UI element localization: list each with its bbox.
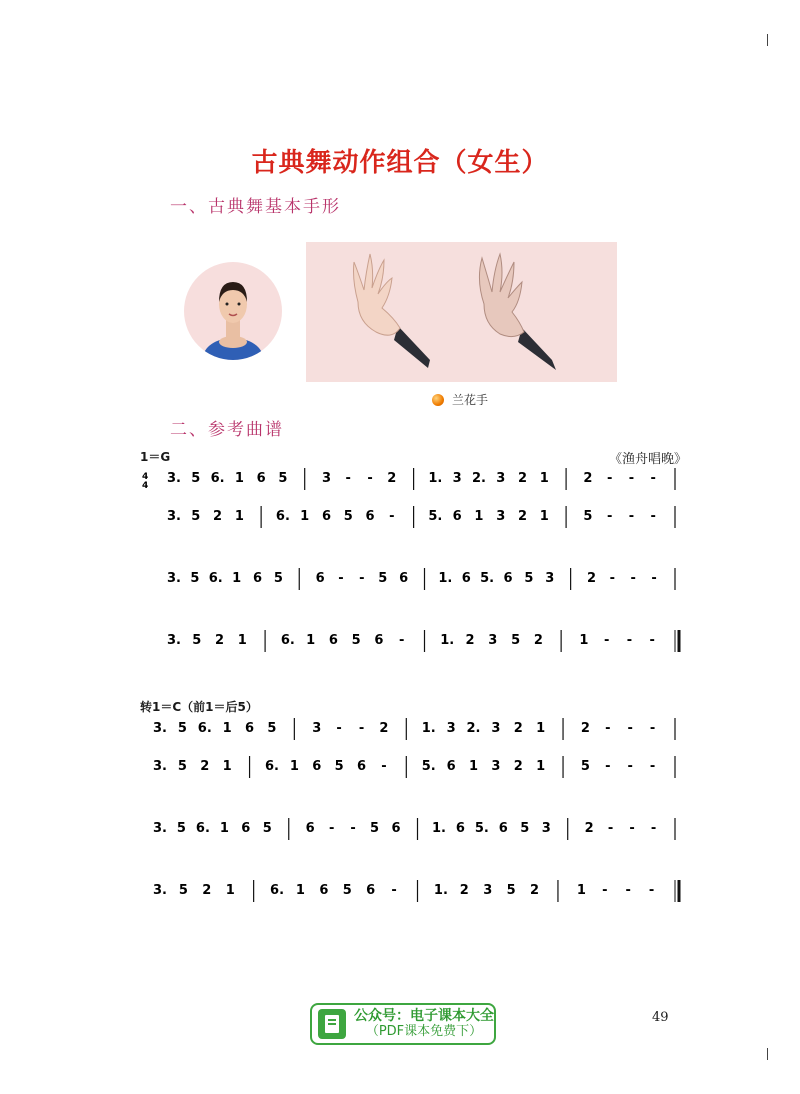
sustain-dash: - (350, 821, 356, 836)
sustain-dash: - (627, 721, 633, 736)
score-line (140, 718, 685, 756)
note: 2 (459, 883, 469, 898)
note: 6 (305, 821, 315, 836)
note: 6 (366, 883, 376, 898)
note: 5 (177, 759, 187, 774)
note: 6 (446, 759, 456, 774)
score-line (140, 630, 685, 692)
note: 1 (306, 633, 316, 648)
note: 5 (278, 471, 288, 486)
key-modulation: 转1＝C（前1＝后5） (140, 700, 258, 714)
note: 2 (517, 471, 528, 486)
sustain-dash: - (338, 571, 344, 586)
sustain-dash: - (605, 721, 611, 736)
note: 6 (252, 571, 263, 586)
note: 2. (471, 471, 486, 486)
sustain-dash: - (381, 759, 387, 774)
score-line (140, 818, 685, 880)
sustain-dash: - (651, 571, 657, 586)
note: 5 (191, 509, 201, 524)
note: 5. (421, 759, 436, 774)
note: 5 (192, 633, 202, 648)
sustain-dash: - (391, 883, 397, 898)
score-part-2 (140, 718, 685, 942)
note: 2 (517, 509, 528, 524)
note: 6 (328, 633, 338, 648)
score-line-svg (140, 568, 685, 598)
sustain-dash: - (389, 509, 395, 524)
sustain-dash: - (629, 821, 635, 836)
note: 3 (496, 509, 506, 524)
sustain-dash: - (650, 509, 656, 524)
sustain-dash: - (367, 471, 373, 486)
sustain-dash: - (602, 883, 608, 898)
page-title: 古典舞动作组合（女生） (251, 148, 549, 178)
note: 6 (312, 759, 322, 774)
sustain-dash: - (648, 883, 655, 898)
note: 3 (491, 721, 501, 736)
section-title-hand-shapes: 一、古典舞基本手形 (170, 197, 341, 217)
score-line-svg (140, 468, 685, 498)
note: 6 (399, 571, 409, 586)
key-signature: 1＝G (140, 450, 171, 464)
note: 2 (513, 759, 523, 774)
score-line-svg (140, 506, 685, 536)
note: 1 (234, 509, 244, 524)
note: 5. (428, 509, 443, 524)
score-line-svg (140, 718, 685, 748)
note: 3 (321, 471, 332, 486)
note: 2 (200, 759, 210, 774)
note: 2 (387, 471, 397, 486)
note: 3. (167, 633, 181, 648)
sustain-dash: - (628, 471, 635, 486)
watermark-line-2: （PDF课本免费下） (365, 1024, 483, 1039)
note: 6. (270, 883, 285, 898)
sustain-dash: - (358, 721, 365, 736)
note: 3 (491, 759, 501, 774)
note: 5 (190, 571, 200, 586)
note: 5 (343, 509, 353, 524)
note: 3. (167, 571, 181, 586)
note: 5 (583, 509, 593, 524)
sustain-dash: - (626, 633, 633, 648)
note: 5 (524, 571, 534, 586)
score-line-svg (140, 880, 685, 910)
note: 6 (356, 759, 367, 774)
figure-caption (432, 391, 488, 408)
note: 2 (580, 721, 590, 736)
score-line (140, 880, 685, 942)
note: 3 (496, 471, 506, 486)
note: 3 (541, 821, 551, 836)
note: 3 (545, 571, 555, 586)
song-title: 《渔舟唱晚》 (608, 452, 687, 467)
dancer-portrait-image (184, 262, 282, 360)
note: 1 (539, 471, 549, 486)
sustain-dash: - (625, 883, 631, 898)
note: 6 (498, 821, 508, 836)
note: 6. (197, 721, 212, 736)
sustain-dash: - (649, 759, 656, 774)
note: 5 (191, 471, 201, 486)
score-line-svg (140, 818, 685, 848)
figure-caption-text: 兰花手 (452, 393, 489, 407)
time-signature-bottom: 4 (142, 481, 149, 491)
note: 1 (576, 883, 586, 898)
note: 5 (177, 721, 187, 736)
note: 6 (455, 821, 465, 836)
note: 6. (208, 571, 223, 586)
note: 6. (264, 759, 279, 774)
note: 2 (530, 883, 540, 898)
note: 1 (295, 883, 305, 898)
dancer-portrait (184, 262, 282, 360)
note: 3 (488, 633, 498, 648)
score-line-svg (140, 756, 685, 786)
note: 2 (465, 633, 475, 648)
numbered-music-score (140, 448, 685, 942)
orchid-hand-illustration (306, 242, 617, 382)
note: 1 (234, 471, 244, 486)
note: 5 (511, 633, 521, 648)
note: 5. (474, 821, 489, 836)
note: 2 (215, 633, 225, 648)
note: 5 (580, 759, 590, 774)
score-line-svg (140, 630, 685, 660)
note: 1 (222, 721, 232, 736)
note: 1. (428, 471, 443, 486)
note: 6 (365, 509, 375, 524)
note: 2 (202, 883, 212, 898)
note: 6 (452, 509, 462, 524)
note: 6 (315, 571, 325, 586)
note: 2 (583, 471, 593, 486)
note: 3. (153, 821, 167, 836)
note: 5 (178, 883, 188, 898)
note: 1. (438, 571, 453, 586)
note: 6 (321, 509, 332, 524)
crop-mark-bottom (767, 1048, 768, 1060)
note: 3. (167, 509, 181, 524)
book-icon (318, 1009, 346, 1039)
sustain-dash: - (607, 821, 614, 836)
sustain-dash: - (649, 633, 655, 648)
note: 5 (351, 633, 361, 648)
sustain-dash: - (650, 471, 656, 486)
page-number: 49 (652, 1010, 669, 1025)
sustain-dash: - (359, 571, 365, 586)
note: 1 (300, 509, 310, 524)
note: 2 (379, 721, 389, 736)
note: 5 (262, 821, 272, 836)
sustain-dash: - (606, 471, 613, 486)
crop-mark-top (767, 34, 768, 46)
note: 5 (342, 883, 352, 898)
score-line (140, 756, 685, 818)
note: 1 (539, 509, 549, 524)
note: 3. (153, 759, 167, 774)
note: 1 (474, 509, 484, 524)
note: 2 (213, 509, 223, 524)
watermark-text (354, 1009, 494, 1039)
orange-bullet-icon (432, 394, 444, 406)
note: 6 (503, 571, 513, 586)
note: 1 (225, 883, 235, 898)
watermark-line-1: 公众号：电子课本大全 (354, 1008, 494, 1024)
note: 6 (374, 633, 384, 648)
note: 5 (334, 759, 344, 774)
note: 6 (241, 821, 251, 836)
score-part-1 (140, 468, 685, 692)
sustain-dash: - (606, 509, 613, 524)
note: 3 (312, 721, 322, 736)
sustain-dash: - (609, 571, 616, 586)
note: 1 (222, 759, 232, 774)
note: 2 (513, 721, 523, 736)
note: 1. (431, 821, 446, 836)
note: 6 (319, 883, 329, 898)
note: 6 (391, 821, 401, 836)
note: 1 (289, 759, 299, 774)
sustain-dash: - (628, 509, 635, 524)
note: 6. (275, 509, 290, 524)
note: 1 (579, 633, 589, 648)
note: 2 (584, 821, 594, 836)
note: 3. (167, 471, 181, 486)
note: 3. (153, 721, 167, 736)
note: 6 (245, 721, 255, 736)
sustain-dash: - (627, 759, 633, 774)
sustain-dash: - (328, 821, 335, 836)
note: 6. (195, 821, 210, 836)
note: 5 (176, 821, 186, 836)
sustain-dash: - (345, 471, 351, 486)
note: 6. (210, 471, 225, 486)
note: 1 (536, 759, 546, 774)
sustain-dash: - (605, 759, 611, 774)
sustain-dash: - (630, 571, 636, 586)
sustain-dash: - (336, 721, 342, 736)
note: 2 (533, 633, 543, 648)
note: 1. (433, 883, 448, 898)
note: 5 (370, 821, 380, 836)
score-line (140, 468, 685, 506)
note: 6 (256, 471, 266, 486)
note: 1 (468, 759, 479, 774)
note: 1 (237, 633, 247, 648)
note: 6 (461, 571, 471, 586)
note: 2 (586, 571, 597, 586)
section-title-score: 二、参考曲谱 (170, 420, 284, 440)
sustain-dash: - (399, 633, 405, 648)
note: 5 (378, 571, 388, 586)
watermark-badge (310, 1003, 496, 1045)
note: 1. (440, 633, 455, 648)
note: 5 (273, 571, 283, 586)
note: 5. (480, 571, 495, 586)
note: 1 (232, 571, 242, 586)
note: 3. (153, 883, 167, 898)
note: 5 (267, 721, 277, 736)
note: 3 (446, 721, 456, 736)
note: 1 (219, 821, 229, 836)
note: 3 (483, 883, 493, 898)
sustain-dash: - (603, 633, 610, 648)
note: 5 (520, 821, 530, 836)
score-header (140, 448, 685, 468)
sustain-dash: - (650, 821, 657, 836)
note: 3 (452, 471, 462, 486)
note: 2. (466, 721, 481, 736)
note: 1. (421, 721, 436, 736)
score-line (140, 506, 685, 568)
note: 6. (280, 633, 295, 648)
score-line (140, 568, 685, 630)
orchid-hand-figure (306, 242, 617, 382)
time-signature-top: 4 (142, 472, 149, 482)
note: 1 (536, 721, 546, 736)
note: 5 (506, 883, 516, 898)
sustain-dash: - (649, 721, 656, 736)
